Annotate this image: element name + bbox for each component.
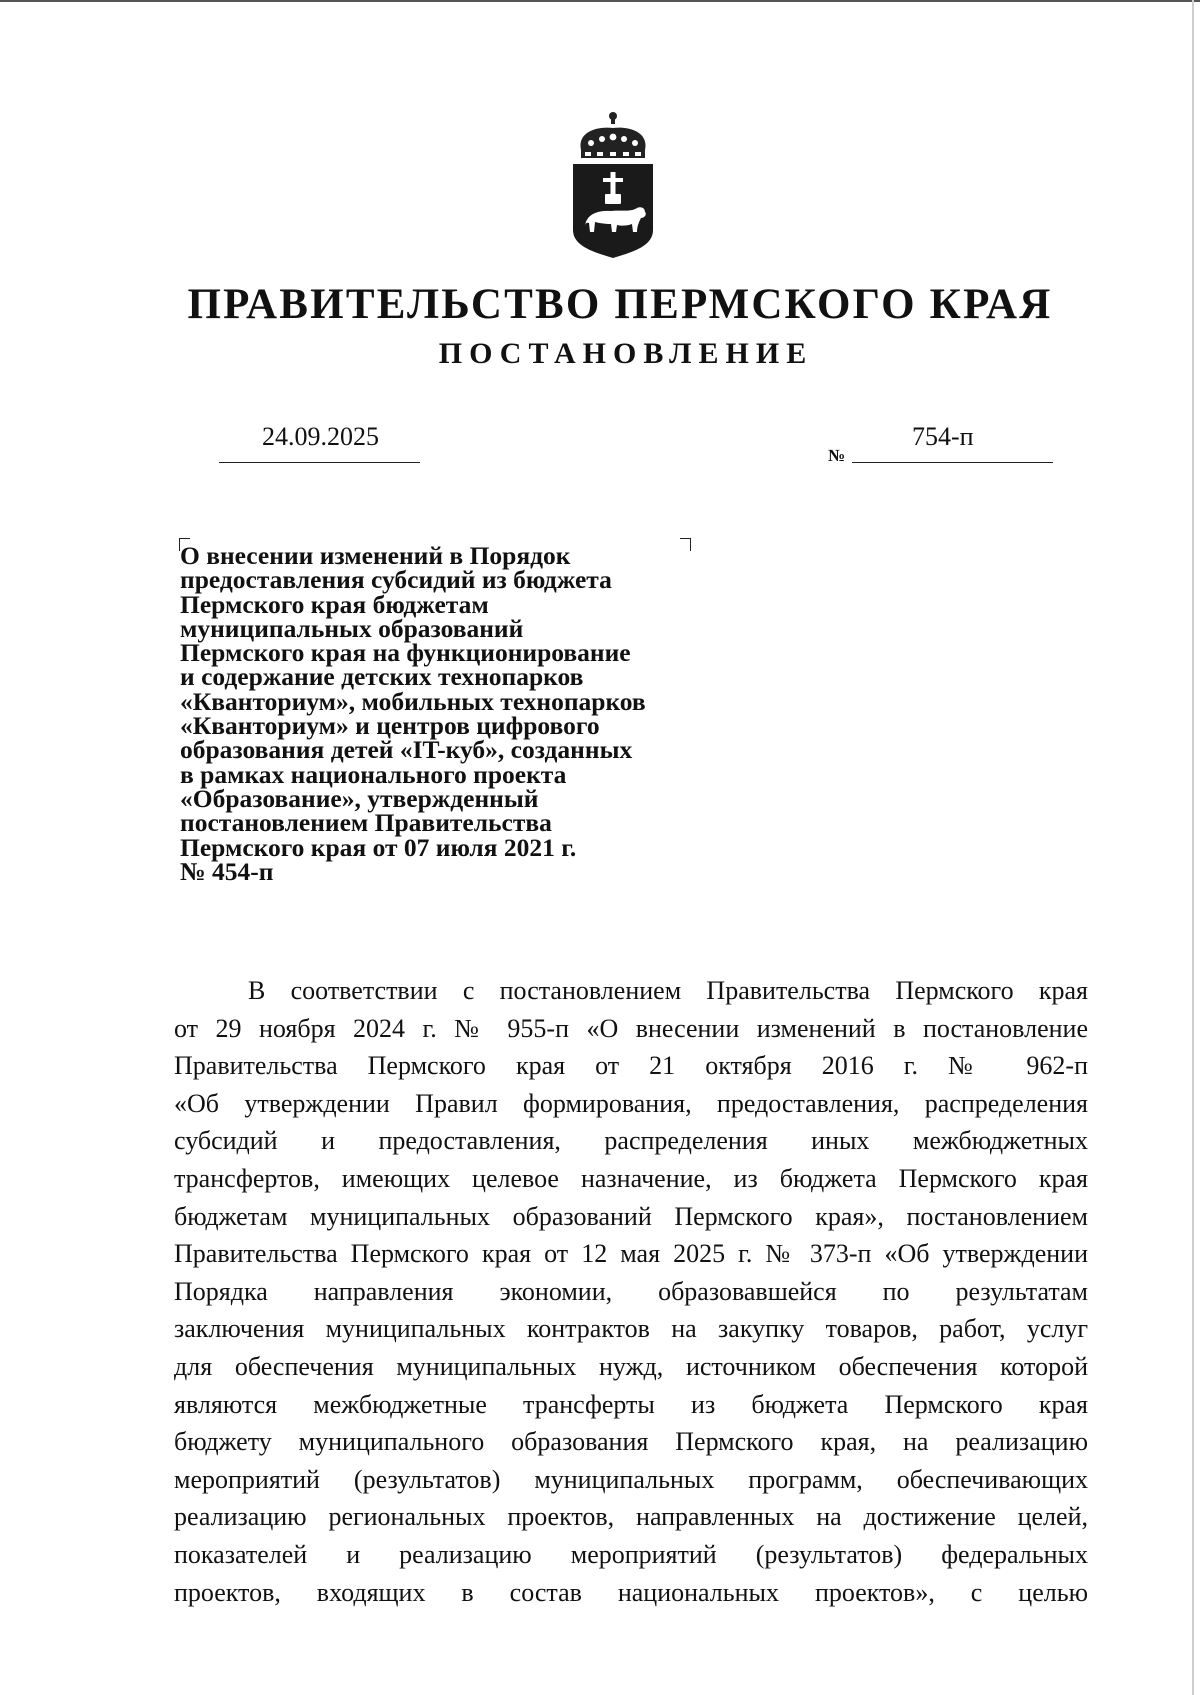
body-line: бюджету муниципального образования Пермского края, на реализацию	[174, 1427, 1088, 1457]
body-line: от 29 ноября 2024 г. № 955-п «О внесении изменений в постановление	[174, 1013, 1088, 1043]
subject-line: Пермского края от 07 июля 2021 г.	[180, 832, 577, 862]
subject-line: «Кванториум» и центров цифрового	[180, 711, 600, 741]
body-line: В соответствии с постановлением Правительства Пермского края	[248, 976, 1088, 1005]
body-line: субсидий и предоставления, распределения иных межбюджетных	[174, 1126, 1088, 1156]
subject-line: «Образование», утвержденный	[180, 783, 539, 813]
organization-title: ПРАВИТЕЛЬСТВО ПЕРМСКОГО КРАЯ	[187, 281, 1053, 328]
body-line: бюджетам муниципальных образований Пермского края», постановлением	[174, 1201, 1088, 1231]
body-line: Правительства Пермского края от 21 октября 2016 г. № 962-п	[174, 1051, 1088, 1081]
perm-krai-coat-of-arms-icon	[567, 110, 659, 260]
body-line: проектов, входящих в состав национальных проектов», с целью	[174, 1577, 1088, 1607]
body-line: мероприятий (результатов) муниципальных программ, обеспечивающих	[174, 1464, 1088, 1494]
body-line: показателей и реализацию мероприятий (результатов) федеральных	[174, 1539, 1088, 1569]
document-number: 754-п	[912, 422, 974, 451]
body-line: трансфертов, имеющих целевое назначение, из бюджета Пермского края	[174, 1163, 1088, 1193]
body-line: Порядка направления экономии, образовавшейся по результатам	[174, 1276, 1088, 1306]
subject-line: предоставления субсидий из бюджета	[180, 565, 612, 595]
subject-line: О внесении изменений в Порядок	[180, 541, 571, 570]
subject-line: в рамках национального проекта	[180, 759, 567, 789]
body-line: заключения муниципальных контрактов на закупку товаров, работ, услуг	[174, 1314, 1088, 1344]
body-line: реализацию региональных проектов, направленных на достижение целей,	[174, 1502, 1088, 1532]
document-subject	[180, 541, 720, 886]
document-type-heading: ПОСТАНОВЛЕНИЕ	[438, 337, 814, 370]
subject-line: муниципальных образований	[180, 613, 524, 643]
body-line: Правительства Пермского края от 12 мая 2025 г. № 373-п «Об утверждении	[174, 1239, 1088, 1269]
date-underline	[219, 462, 420, 463]
scan-right-edge	[1192, 0, 1194, 1695]
body-line: являются межбюджетные трансферты из бюджета Пермского края	[174, 1389, 1088, 1419]
scan-top-edge	[0, 0, 1200, 2]
body-paragraph	[174, 972, 1088, 1611]
number-sign-label: №	[828, 446, 846, 465]
body-line: «Об утверждении Правил формирования, предоставления, распределения	[174, 1088, 1088, 1118]
subject-line: постановлением Правительства	[180, 808, 552, 838]
subject-line: образования детей «IT-куб», созданных	[180, 735, 633, 765]
subject-line: «Кванториум», мобильных технопарков	[180, 686, 646, 716]
subject-line: № 454-п	[180, 856, 274, 886]
document-date: 24.09.2025	[262, 422, 379, 451]
body-line: для обеспечения муниципальных нужд, источником обеспечения которой	[174, 1351, 1088, 1381]
subject-line: Пермского края бюджетам	[180, 589, 489, 619]
number-underline	[852, 462, 1053, 463]
subject-line: Пермского края на функционирование	[180, 638, 631, 668]
subject-line: и содержание детских технопарков	[180, 662, 584, 692]
